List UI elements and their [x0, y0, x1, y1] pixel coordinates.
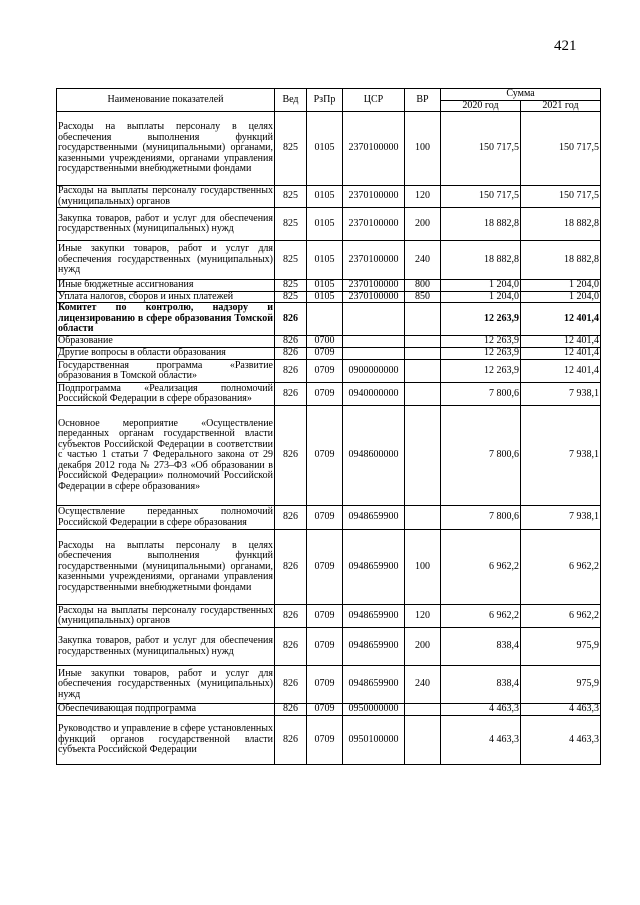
row-sum-2020: 7 800,6	[441, 406, 521, 506]
row-name: Иные бюджетные ассигнования	[57, 280, 275, 292]
row-rzpr: 0105	[307, 291, 343, 303]
row-name: Основное мероприятие «Осуществление переданных органам государственной власти субъектов Российской Федерации в соответствии с частью 1 статьи 7 Федерального закона от 29 декабря 2012 года № 273–ФЗ «Об образовании в Российской Федерации» полномочий Российской Федерации в сфере образования»	[57, 406, 275, 506]
row-ved: 825	[275, 208, 307, 241]
row-name: Расходы на выплаты персоналу в целях обеспечения выполнения функций государственными (муниципальными) органами, казенными учреждениями, органами управления государственными внебюджетными фондами	[57, 530, 275, 605]
row-sum-2020: 7 800,6	[441, 506, 521, 530]
table-row	[57, 530, 601, 605]
table-row	[57, 406, 601, 506]
row-rzpr: 0105	[307, 112, 343, 186]
row-sum-2021: 975,9	[521, 628, 601, 666]
row-sum-2021: 12 401,4	[521, 360, 601, 383]
row-ved: 826	[275, 506, 307, 530]
row-sum-2021: 7 938,1	[521, 506, 601, 530]
row-vr	[405, 303, 441, 336]
row-ved: 825	[275, 241, 307, 280]
table-row	[57, 303, 601, 336]
row-csr: 0948600000	[343, 406, 405, 506]
page-number: 421	[554, 38, 577, 54]
row-vr: 850	[405, 291, 441, 303]
row-sum-2021: 12 401,4	[521, 303, 601, 336]
row-vr: 200	[405, 208, 441, 241]
row-sum-2020: 4 463,3	[441, 704, 521, 716]
row-vr: 120	[405, 605, 441, 628]
row-ved: 826	[275, 336, 307, 348]
row-sum-2021: 4 463,3	[521, 704, 601, 716]
table-row	[57, 348, 601, 360]
table-row	[57, 383, 601, 406]
row-vr: 200	[405, 628, 441, 666]
row-csr: 2370100000	[343, 280, 405, 292]
row-rzpr: 0700	[307, 336, 343, 348]
row-rzpr: 0709	[307, 348, 343, 360]
row-ved: 825	[275, 280, 307, 292]
row-vr: 240	[405, 666, 441, 704]
row-rzpr: 0709	[307, 530, 343, 605]
row-ved: 825	[275, 112, 307, 186]
row-sum-2021: 12 401,4	[521, 348, 601, 360]
row-vr	[405, 348, 441, 360]
row-rzpr: 0105	[307, 280, 343, 292]
header-rzpr: РзПр	[307, 89, 343, 112]
row-name: Расходы на выплаты персоналу в целях обеспечения выполнения функций государственными (муниципальными) органами, казенными учреждениями, органами управления государственными внебюджетными фондами	[57, 112, 275, 186]
row-ved: 825	[275, 186, 307, 208]
row-csr	[343, 348, 405, 360]
row-csr: 0948659900	[343, 530, 405, 605]
row-csr: 0948659900	[343, 628, 405, 666]
row-vr	[405, 360, 441, 383]
row-rzpr: 0709	[307, 383, 343, 406]
row-vr: 800	[405, 280, 441, 292]
row-sum-2021: 18 882,8	[521, 241, 601, 280]
row-sum-2020: 1 204,0	[441, 291, 521, 303]
row-ved: 826	[275, 406, 307, 506]
row-ved: 826	[275, 716, 307, 765]
row-sum-2021: 7 938,1	[521, 406, 601, 506]
table-row	[57, 336, 601, 348]
row-vr	[405, 383, 441, 406]
table-header	[57, 89, 601, 112]
row-name: Государственная программа «Развитие образования в Томской области»	[58, 359, 273, 381]
row-vr: 240	[405, 241, 441, 280]
row-csr: 0940000000	[343, 383, 405, 406]
row-name: Закупка товаров, работ и услуг для обеспечения государственных (муниципальных) нужд	[57, 628, 275, 666]
row-csr: 2370100000	[343, 291, 405, 303]
row-csr: 0948659900	[343, 666, 405, 704]
row-sum-2020: 12 263,9	[441, 360, 521, 383]
row-vr: 100	[405, 530, 441, 605]
row-vr	[405, 336, 441, 348]
table-row	[57, 186, 601, 208]
row-sum-2021: 18 882,8	[521, 208, 601, 241]
row-vr: 120	[405, 186, 441, 208]
row-csr: 0950000000	[343, 704, 405, 716]
row-sum-2021: 975,9	[521, 666, 601, 704]
row-name: Образование	[57, 336, 275, 348]
row-ved: 826	[275, 530, 307, 605]
row-sum-2021: 4 463,3	[521, 716, 601, 765]
row-sum-2020: 12 263,9	[441, 348, 521, 360]
table-row	[57, 241, 601, 280]
header-2020: 2020 год	[441, 100, 521, 112]
row-sum-2020: 7 800,6	[441, 383, 521, 406]
row-rzpr: 0709	[307, 506, 343, 530]
row-sum-2020: 6 962,2	[441, 605, 521, 628]
row-ved: 826	[275, 348, 307, 360]
table-row	[57, 506, 601, 530]
header-vr: ВР	[405, 89, 441, 112]
row-vr	[405, 406, 441, 506]
row-sum-2021: 6 962,2	[521, 605, 601, 628]
row-name: Подпрограмма «Реализация полномочий Российской Федерации в сфере образования»	[58, 382, 273, 404]
row-name: Иные закупки товаров, работ и услуг для обеспечения государственных (муниципальных) нужд	[57, 666, 275, 704]
row-rzpr: 0709	[307, 628, 343, 666]
table-row	[57, 666, 601, 704]
row-rzpr: 0709	[307, 716, 343, 765]
row-name: Расходы на выплаты персоналу государственных (муниципальных) органов	[58, 604, 273, 626]
row-ved: 826	[275, 605, 307, 628]
row-rzpr: 0105	[307, 241, 343, 280]
table-row	[57, 704, 601, 716]
table-row	[57, 208, 601, 241]
table-row	[57, 291, 601, 303]
row-name: Другие вопросы в области образования	[57, 348, 275, 360]
row-sum-2021: 150 717,5	[521, 186, 601, 208]
row-rzpr: 0105	[307, 186, 343, 208]
row-csr: 2370100000	[343, 208, 405, 241]
row-sum-2020: 1 204,0	[441, 280, 521, 292]
row-sum-2020: 12 263,9	[441, 336, 521, 348]
row-sum-2021: 1 204,0	[521, 291, 601, 303]
row-sum-2021: 7 938,1	[521, 383, 601, 406]
row-sum-2021: 150 717,5	[521, 112, 601, 186]
row-ved: 826	[275, 360, 307, 383]
row-ved: 826	[275, 383, 307, 406]
row-name: Обеспечивающая подпрограмма	[57, 704, 275, 716]
row-name: Иные закупки товаров, работ и услуг для обеспечения государственных (муниципальных) нужд	[57, 241, 275, 280]
row-csr: 2370100000	[343, 186, 405, 208]
table-row	[57, 360, 601, 383]
row-rzpr: 0105	[307, 208, 343, 241]
row-sum-2020: 18 882,8	[441, 208, 521, 241]
row-vr	[405, 716, 441, 765]
table-row	[57, 605, 601, 628]
row-rzpr: 0709	[307, 666, 343, 704]
header-name: Наименование показателей	[57, 89, 275, 112]
row-name: Закупка товаров, работ и услуг для обеспечения государственных (муниципальных) нужд	[57, 208, 275, 241]
row-sum-2020: 150 717,5	[441, 186, 521, 208]
header-ved: Вед	[275, 89, 307, 112]
row-csr: 0948659900	[343, 506, 405, 530]
row-name: Уплата налогов, сборов и иных платежей	[57, 291, 275, 303]
row-sum-2020: 4 463,3	[441, 716, 521, 765]
header-sum: Сумма	[441, 89, 601, 101]
row-ved: 826	[275, 666, 307, 704]
row-vr: 100	[405, 112, 441, 186]
row-vr	[405, 704, 441, 716]
row-rzpr	[307, 303, 343, 336]
row-sum-2021: 12 401,4	[521, 336, 601, 348]
row-ved: 826	[275, 628, 307, 666]
row-rzpr: 0709	[307, 360, 343, 383]
row-rzpr: 0709	[307, 704, 343, 716]
row-csr: 0900000000	[343, 360, 405, 383]
table-row	[57, 628, 601, 666]
row-csr	[343, 336, 405, 348]
row-name: Руководство и управление в сфере установленных функций органов государственной власти субъекта Российской Федерации	[57, 716, 275, 765]
row-sum-2020: 838,4	[441, 666, 521, 704]
row-csr: 2370100000	[343, 112, 405, 186]
budget-table	[56, 88, 601, 765]
row-name: Расходы на выплаты персоналу государственных (муниципальных) органов	[58, 185, 273, 207]
row-sum-2021: 1 204,0	[521, 280, 601, 292]
row-ved: 826	[275, 704, 307, 716]
row-rzpr: 0709	[307, 406, 343, 506]
row-vr	[405, 506, 441, 530]
table-row	[57, 112, 601, 186]
row-sum-2020: 838,4	[441, 628, 521, 666]
row-sum-2020: 150 717,5	[441, 112, 521, 186]
header-2021: 2021 год	[521, 100, 601, 112]
row-ved: 825	[275, 291, 307, 303]
row-sum-2020: 6 962,2	[441, 530, 521, 605]
row-sum-2020: 12 263,9	[441, 303, 521, 336]
row-sum-2020: 18 882,8	[441, 241, 521, 280]
row-name: Осуществление переданных полномочий Российской Федерации в сфере образования	[58, 506, 273, 528]
row-rzpr: 0709	[307, 605, 343, 628]
table-body	[57, 112, 601, 765]
table-row	[57, 716, 601, 765]
row-sum-2021: 6 962,2	[521, 530, 601, 605]
row-csr: 2370100000	[343, 241, 405, 280]
row-csr: 0950100000	[343, 716, 405, 765]
row-name: Комитет по контролю, надзору и лицензированию в сфере образования Томской области	[58, 302, 273, 335]
row-csr	[343, 303, 405, 336]
row-csr: 0948659900	[343, 605, 405, 628]
row-ved: 826	[275, 303, 307, 336]
table-row	[57, 280, 601, 292]
header-csr: ЦСР	[343, 89, 405, 112]
